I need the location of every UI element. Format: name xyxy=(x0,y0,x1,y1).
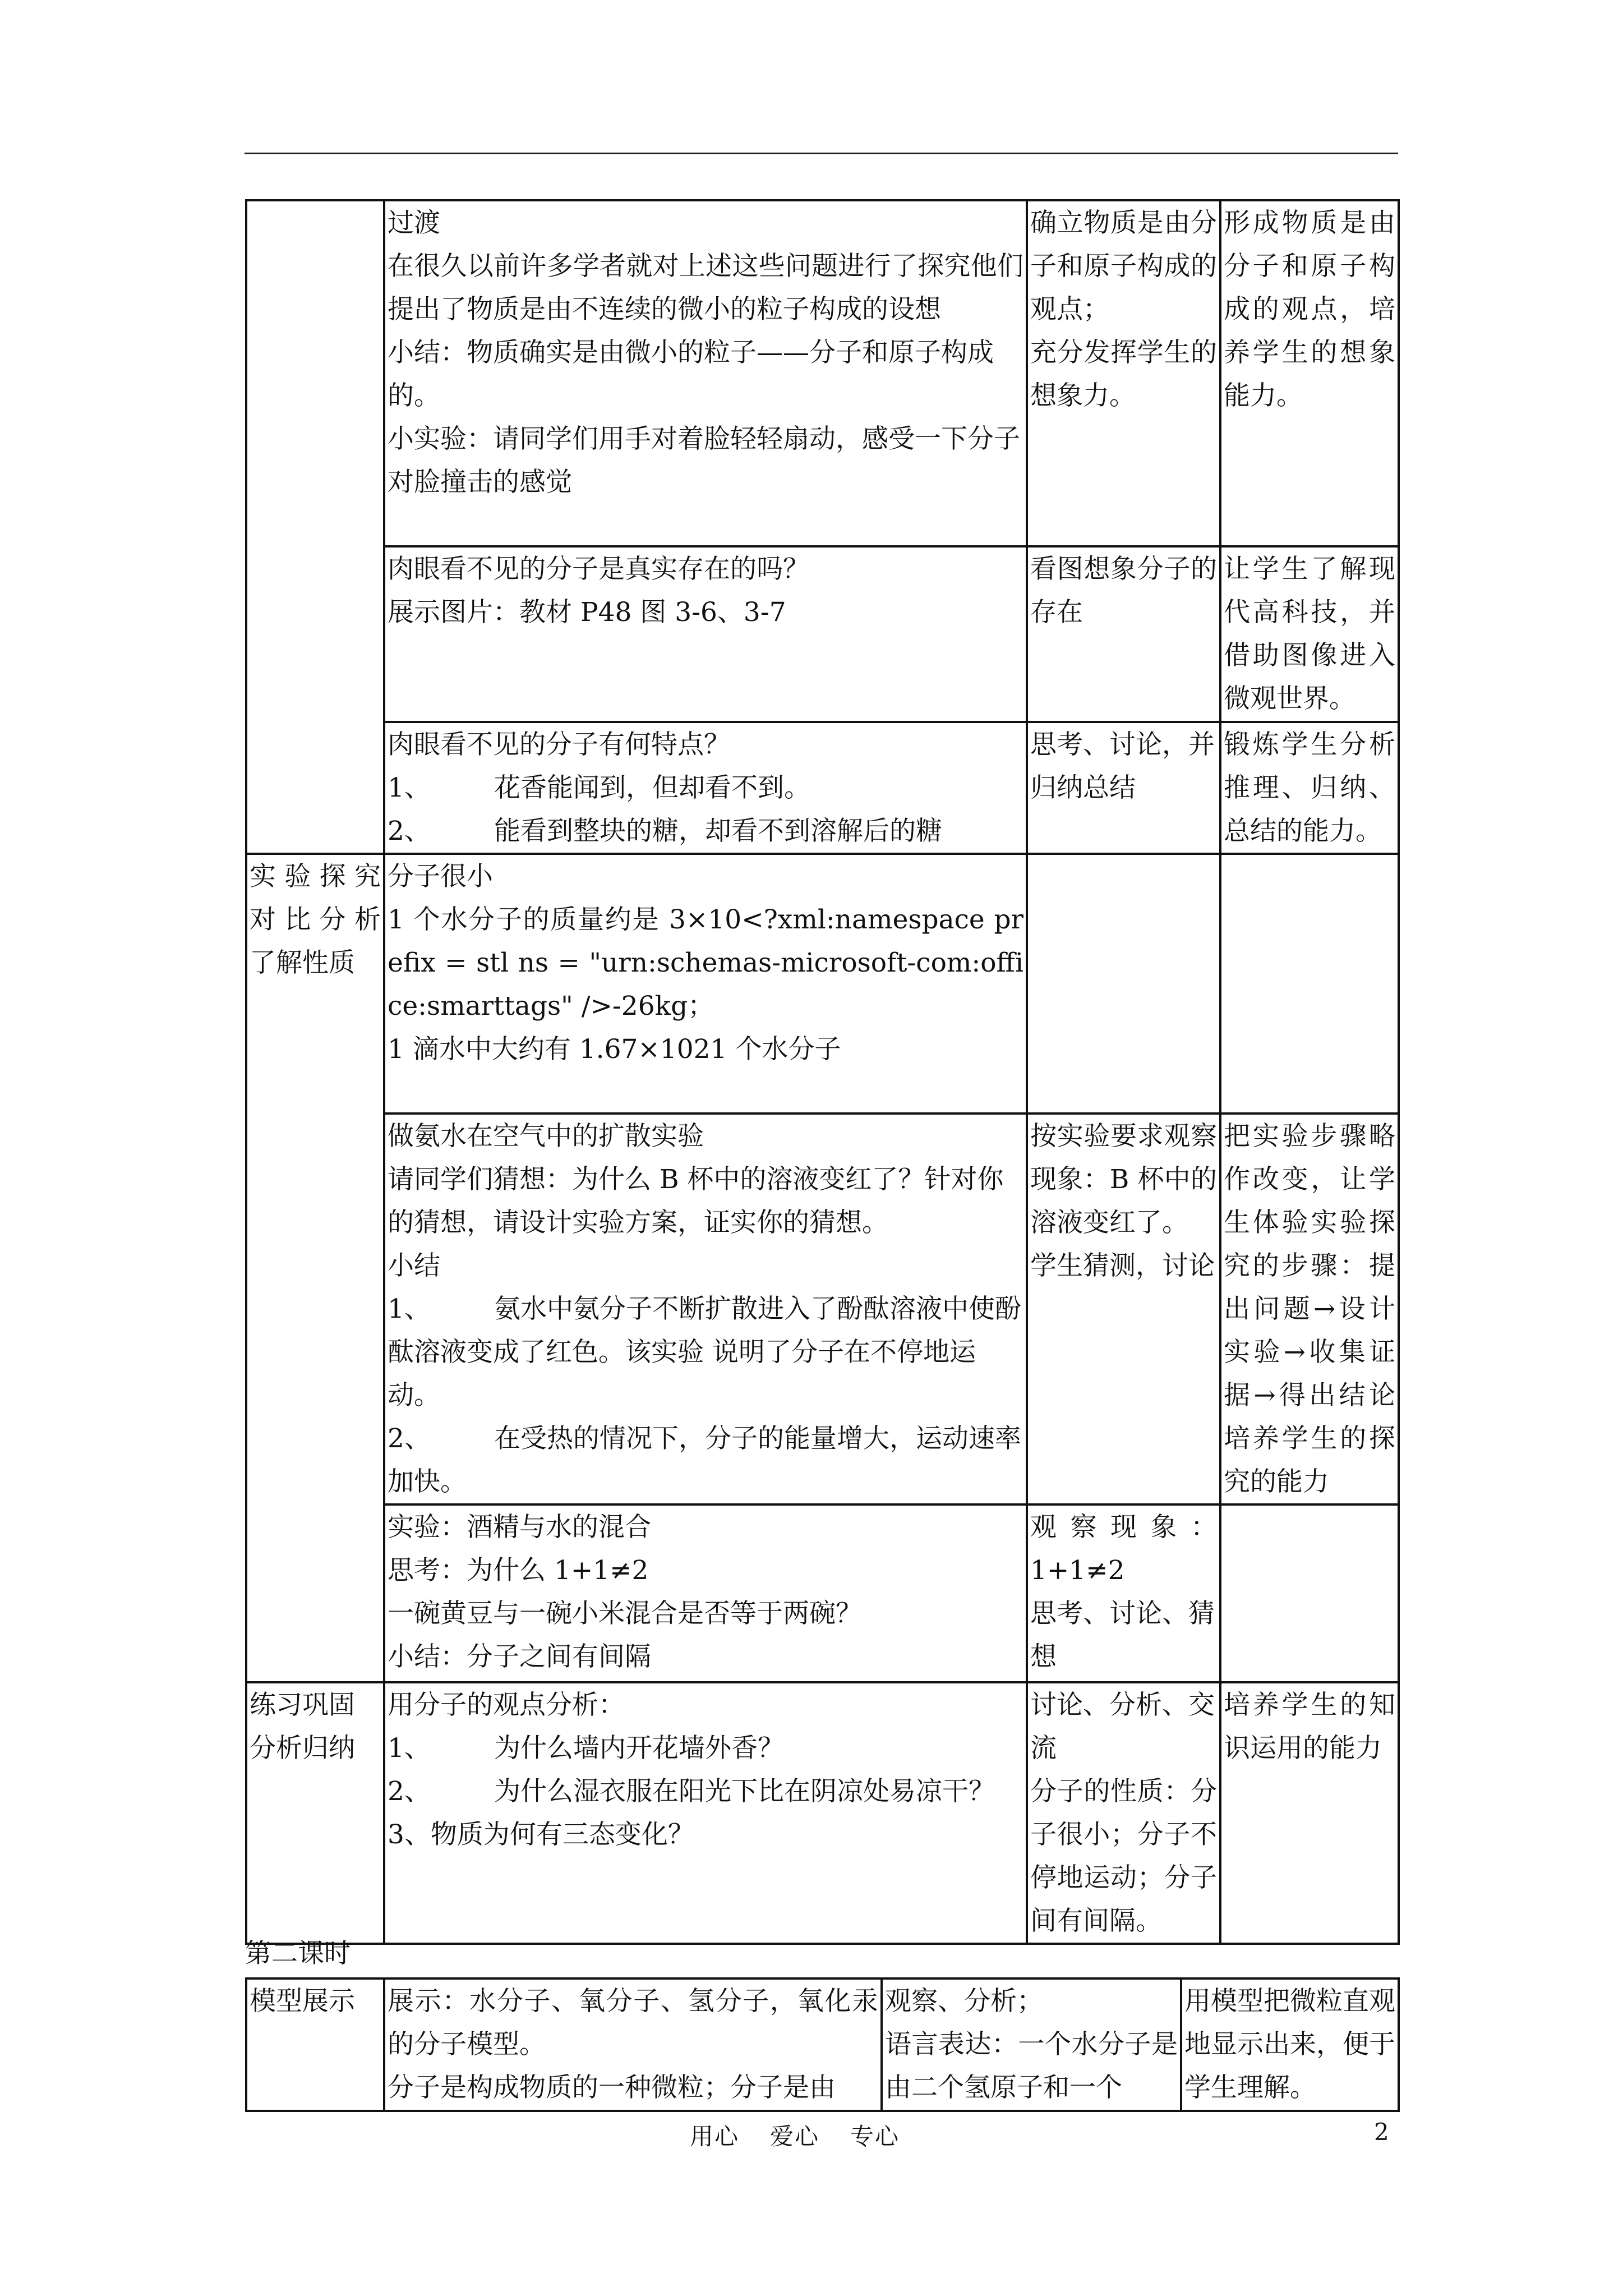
content-cell: 实验：酒精与水的混合 思考：为什么 1+1≠2 一碗黄豆与一碗小米混合是否等于两碗？ 小结：分子之间有间隔 xyxy=(384,1504,1027,1682)
student-cell: 看图想象分子的存在 xyxy=(1027,546,1220,722)
stage-cell: 实验探究对比分析了解性质 xyxy=(246,854,384,1682)
page-number: 2 xyxy=(1374,2118,1389,2146)
table-row xyxy=(246,854,1399,1114)
student-cell: 按实验要求观察现象：B 杯中的溶液变红了。 学生猜测，讨论 xyxy=(1027,1114,1220,1504)
lesson-table-2 xyxy=(245,1977,1400,2112)
section-heading: 第二课时 xyxy=(245,1938,351,1969)
student-cell: 讨论、分析、交流 分子的性质：分子很小；分子不停地运动；分子间有间隔。 xyxy=(1027,1682,1220,1944)
table-row xyxy=(246,1114,1399,1504)
table-row xyxy=(246,546,1399,722)
student-cell: 观察现象：1+1≠2 思考、讨论、猜想 xyxy=(1027,1504,1220,1682)
intent-cell: 用模型把微粒直观地显示出来，便于学生理解。 xyxy=(1181,1978,1399,2111)
content-cell: 肉眼看不见的分子有何特点？ 1、 花香能闻到，但却看不到。 2、 能看到整块的糖，却看不到溶解后的糖 xyxy=(384,722,1027,854)
student-cell: 思考、讨论，并归纳总结 xyxy=(1027,722,1220,854)
intent-cell: 培养学生的知识运用的能力 xyxy=(1220,1682,1399,1944)
content-cell: 展示：水分子、氧分子、氢分子，氧化汞的分子模型。 分子是构成物质的一种微粒；分子是由 xyxy=(384,1978,882,2111)
lesson-table xyxy=(245,199,1400,1945)
intent-cell: 让学生了解现代高科技，并借助图像进入微观世界。 xyxy=(1220,546,1399,722)
table-row xyxy=(246,722,1399,854)
intent-cell: 形成物质是由分子和原子构成的观点，培养学生的想象能力。 xyxy=(1220,200,1399,546)
stage-cell xyxy=(246,200,384,854)
stage-cell: 练习巩固分析归纳 xyxy=(246,1682,384,1944)
student-cell xyxy=(1027,854,1220,1114)
table-row xyxy=(246,1504,1399,1682)
intent-cell xyxy=(1220,1504,1399,1682)
content-cell: 做氨水在空气中的扩散实验 请同学们猜想：为什么 B 杯中的溶液变红了？针对你的猜想，请设计实验方案，证实你的猜想。 小结 1、 氨水中氨分子不断扩散进入了酚酞溶液中使酚酞溶液变成了红色。该实验 说明了分子在不停地运动。 2、 在受热的情况下，分子的能量增大，运动速率加快。 xyxy=(384,1114,1027,1504)
table-row xyxy=(246,200,1399,546)
content-cell: 过渡 在很久以前许多学者就对上述这些问题进行了探究他们提出了物质是由不连续的微小的粒子构成的设想 小结：物质确实是由微小的粒子——分子和原子构成的。 小实验：请同学们用手对着脸轻轻扇动，感受一下分子对脸撞击的感觉 xyxy=(384,200,1027,546)
header-rule xyxy=(245,153,1398,154)
student-cell: 确立物质是由分子和原子构成的观点； 充分发挥学生的想象力。 xyxy=(1027,200,1220,546)
footer-motto: 用心 爱心 专心 xyxy=(690,2123,900,2150)
intent-cell xyxy=(1220,854,1399,1114)
content-cell: 肉眼看不见的分子是真实存在的吗？ 展示图片：教材 P48 图 3-6、3-7 xyxy=(384,546,1027,722)
table-row xyxy=(246,1682,1399,1944)
content-cell: 分子很小 1 个水分子的质量约是 3×10<?xml:namespace prefix = stl ns = "urn:schemas-microsoft-com:office:smarttags" />-26kg； 1 滴水中大约有 1.67×1021 个水分子 xyxy=(384,854,1027,1114)
content-cell: 用分子的观点分析： 1、 为什么墙内开花墙外香？ 2、 为什么湿衣服在阳光下比在阴凉处易凉干？ 3、物质为何有三态变化？ xyxy=(384,1682,1027,1944)
stage-cell: 模型展示 xyxy=(246,1978,384,2111)
student-cell: 观察、分析； 语言表达：一个水分子是由二个氢原子和一个 xyxy=(882,1978,1181,2111)
table-row xyxy=(246,1978,1399,2111)
intent-cell: 把实验步骤略作改变，让学生体验实验探究的步骤：提出问题→设计实验→收集证据→得出结论培养学生的探究的能力 xyxy=(1220,1114,1399,1504)
intent-cell: 锻炼学生分析推理、归纳、总结的能力。 xyxy=(1220,722,1399,854)
